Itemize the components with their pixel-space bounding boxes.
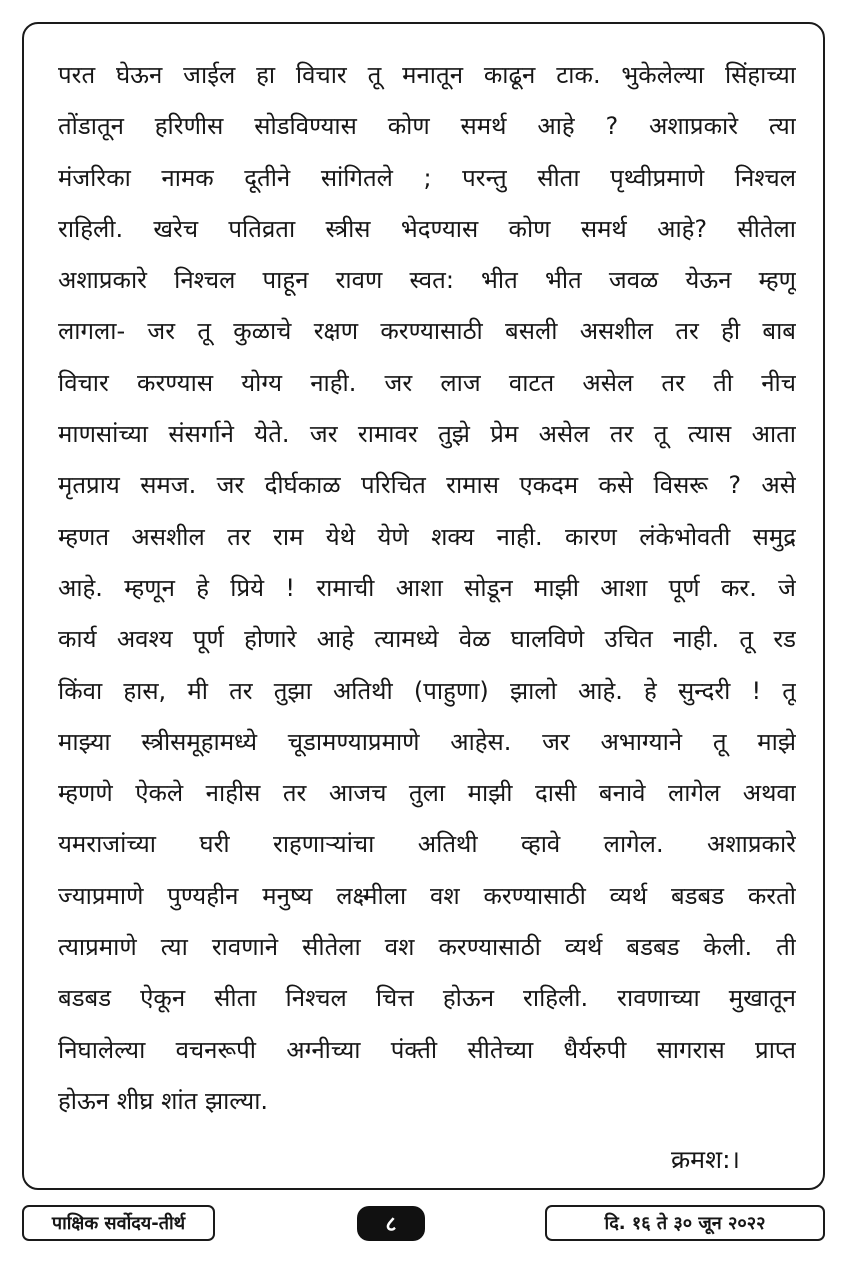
article-line-15: म्हणणे ऐकले नाहीस तर आजच तुला माझी दासी बनावे लागेल अथवा: [58, 779, 796, 808]
article-line-1: परत घेऊन जाईल हा विचार तू मनातून काढून टाक. भुकेलेल्या सिंहाच्या: [58, 61, 796, 89]
publication-name-box: [22, 1205, 215, 1241]
article-line-21: होऊन शीघ्र शांत झाल्या.: [58, 1086, 269, 1115]
article-line-16: यमराजांच्या घरी राहणाऱ्यांचा अतिथी व्हावे लागेल. अशाप्रकारे: [58, 830, 796, 859]
page-number-badge: [357, 1206, 425, 1241]
issue-date: दि. १६ ते ३० जून २०२२: [604, 1213, 766, 1234]
article-line-6: लागला- जर तू कुळाचे रक्षण करण्यासाठी बसली असशील तर ही बाब: [58, 317, 796, 346]
article-line-11: आहे. म्हणून हे प्रिये ! रामाची आशा सोडून माझी आशा पूर्ण कर. जे: [58, 573, 796, 602]
article-line-18: त्याप्रमाणे त्या रावणाने सीतेला वश करण्यासाठी व्यर्थ बडबड केली. ती: [58, 933, 796, 962]
article-line-12: कार्य अवश्य पूर्ण होणारे आहे त्यामध्ये वेळ घालविणे उचित नाही. तू रड: [58, 625, 796, 654]
article-line-17: ज्याप्रमाणे पुण्यहीन मनुष्य लक्ष्मीला वश करण्यासाठी व्यर्थ बडबड करतो: [58, 881, 796, 910]
article-line-14: माझ्या स्त्रीसमूहामध्ये चूडामण्याप्रमाणे आहेस. जर अभाग्याने तू माझे: [58, 727, 796, 756]
page-number: ८: [385, 1211, 397, 1236]
article-line-5: अशाप्रकारे निश्चल पाहून रावण स्वत: भीत भीत जवळ येऊन म्हणू: [58, 266, 796, 295]
publication-name: पाक्षिक सर्वोदय-तीर्थ: [51, 1213, 186, 1234]
article-line-19: बडबड ऐकून सीता निश्चल चित्त होऊन राहिली. रावणाच्या मुखातून: [58, 984, 796, 1013]
article-line-20: निघालेल्या वचनरूपी अग्नीच्या पंक्ती सीतेच्या धैर्यरुपी सागरास प्राप्त: [58, 1035, 796, 1064]
article-line-9: मृतप्राय समज. जर दीर्घकाळ परिचित रामास एकदम कसे विसरू ? असे: [58, 471, 796, 500]
article-line-4: राहिली. खरेच पतिव्रता स्त्रीस भेदण्यास कोण समर्थ आहे? सीतेला: [58, 214, 796, 243]
article-line-2: तोंडातून हरिणीस सोडविण्यास कोण समर्थ आहे ? अशाप्रकारे त्या: [58, 112, 796, 141]
article-line-7: विचार करण्यास योग्य नाही. जर लाज वाटत असेल तर ती नीच: [58, 368, 796, 397]
article-line-13: किंवा हास, मी तर तुझा अतिथी (पाहुणा) झालो आहे. हे सुन्दरी ! तू: [58, 676, 796, 705]
continued-note: क्रमश:।: [670, 1145, 740, 1174]
article-line-8: माणसांच्या संसर्गाने येते. जर रामावर तुझे प्रेम असेल तर तू त्यास आता: [58, 420, 796, 449]
article-line-3: मंजरिका नामक दूतीने सांगितले ; परन्तु सीता पृथ्वीप्रमाणे निश्चल: [58, 163, 796, 192]
article-body: [58, 50, 796, 1127]
article-line-10: म्हणत असशील तर राम येथे येणे शक्य नाही. कारण लंकेभोवती समुद्र: [58, 522, 796, 551]
issue-date-box: [545, 1205, 825, 1241]
